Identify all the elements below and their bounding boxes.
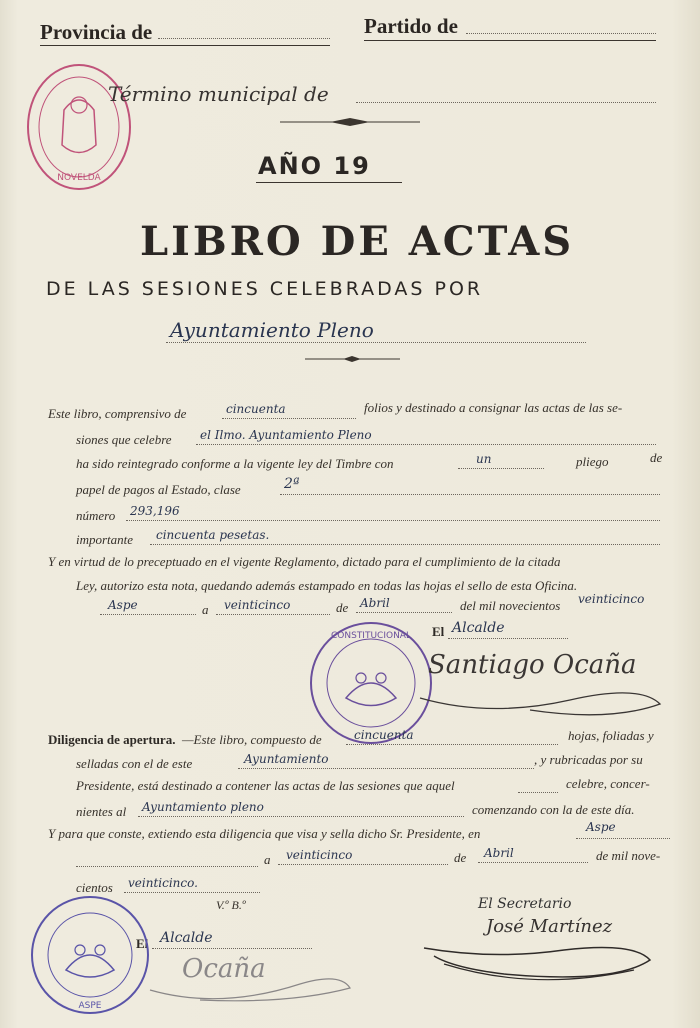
dil-alcalde-flourish bbox=[140, 960, 360, 1010]
provincia-field-line bbox=[158, 38, 330, 39]
dil-line-3b: celebre, concer- bbox=[566, 776, 650, 791]
dil-blank-line bbox=[76, 866, 258, 867]
cert-line-4a: papel de pagos al Estado, clase bbox=[76, 482, 241, 497]
visto-bueno-label: V.º B.º bbox=[216, 898, 246, 912]
main-title: LIBRO DE ACTAS bbox=[140, 218, 575, 265]
cert-line-9a: a bbox=[202, 602, 209, 617]
cert-numero-hand: 293,196 bbox=[130, 504, 180, 518]
dil-sello-hand: Ayuntamiento bbox=[244, 752, 329, 766]
provincia-label: Provincia de bbox=[40, 20, 153, 44]
dil-place-hand: Aspe bbox=[586, 820, 616, 834]
cert-line-5a: número bbox=[76, 508, 116, 523]
cert-importe-hand: cincuenta pesetas. bbox=[156, 528, 270, 542]
year-underline bbox=[256, 182, 402, 183]
cert-place-line bbox=[100, 614, 196, 615]
dil-month-line bbox=[478, 862, 588, 863]
termino-municipal-label: Término municipal de bbox=[108, 82, 329, 106]
partido-field-line bbox=[466, 33, 656, 34]
secretario-signature: José Martínez bbox=[486, 916, 613, 937]
alcalde-signature-flourish bbox=[410, 648, 670, 718]
cert-line-7: Y en virtud de lo preceptuado en el vigente Reglamento, dictado para el cumplimiento de la citada bbox=[48, 554, 561, 569]
dil-month-hand: Abril bbox=[484, 846, 514, 860]
cert-numero-line bbox=[126, 520, 660, 521]
cert-pliego-line bbox=[458, 468, 544, 469]
dil-place-line bbox=[576, 838, 670, 839]
termino-field-line bbox=[356, 102, 656, 103]
subtitle: DE LAS SESIONES CELEBRADAS POR bbox=[46, 278, 484, 300]
cert-clase-line bbox=[280, 494, 660, 495]
dil-alcalde-line bbox=[152, 948, 312, 949]
cert-folios-hand: cincuenta bbox=[226, 402, 286, 416]
svg-text:NOVELDA: NOVELDA bbox=[57, 173, 101, 183]
dil-concern-line bbox=[138, 816, 464, 817]
cert-line-6a: importante bbox=[76, 532, 134, 547]
dil-line-2a: selladas con el de este bbox=[76, 756, 193, 771]
dil-line-7a: cientos bbox=[76, 880, 113, 895]
dil-line-1b: hojas, foliadas y bbox=[568, 728, 654, 743]
cert-day-line bbox=[216, 614, 330, 615]
cert-line-8: Ley, autorizo esta nota, quedando además estampado en todas las hojas el sello de esta Oficina. bbox=[76, 578, 578, 593]
cert-entity-hand: el Ilmo. Ayuntamiento Pleno bbox=[200, 428, 372, 442]
cert-line-3a: ha sido reintegrado conforme a la vigente ley del Timbre con bbox=[76, 456, 394, 471]
dil-hojas-line bbox=[346, 744, 558, 745]
dil-line-4b: comenzando con la de este día. bbox=[472, 802, 635, 817]
dil-line-5a: Y para que conste, extiendo esta diligencia que visa y sella dicho Sr. Presidente, en bbox=[48, 826, 481, 841]
dil-sello-line bbox=[238, 768, 534, 769]
cert-line-9b: de bbox=[336, 600, 349, 615]
cert-alcalde-hand: Alcalde bbox=[452, 620, 505, 636]
dil-line-2b: , y rubricadas por su bbox=[534, 752, 643, 767]
dil-day-line bbox=[278, 864, 448, 865]
entity-handwritten: Ayuntamiento Pleno bbox=[170, 318, 374, 342]
alcalde-signature-text: Santiago Ocaña bbox=[428, 650, 637, 680]
dil-line-6a: a bbox=[264, 852, 271, 867]
year-title: AÑO 19 bbox=[258, 152, 371, 180]
diligencia-label: Diligencia de apertura. bbox=[48, 732, 176, 747]
oficina-liquidadora-stamp bbox=[24, 60, 134, 195]
dil-line-6b: de bbox=[454, 850, 467, 865]
cert-month-hand: Abril bbox=[360, 596, 390, 610]
entity-field-line bbox=[166, 342, 586, 343]
dil-year-hand: veinticinco. bbox=[128, 876, 198, 890]
header-rule-right bbox=[364, 40, 656, 41]
ornament-small bbox=[305, 354, 400, 364]
cert-line-2a: siones que celebre bbox=[76, 432, 172, 447]
cert-line-3b: pliego bbox=[576, 454, 609, 469]
cert-place-hand: Aspe bbox=[108, 598, 138, 612]
cert-folios-line bbox=[222, 418, 356, 419]
dil-alcalde-hand: Alcalde bbox=[160, 930, 213, 946]
cert-day-hand: veinticinco bbox=[224, 598, 291, 612]
cert-month-line bbox=[356, 612, 452, 613]
cert-line-9c: del mil novecientos bbox=[460, 598, 561, 613]
cert-line-3c: de bbox=[650, 450, 663, 465]
cert-pliego-hand: un bbox=[476, 452, 492, 466]
svg-text:CONSTITUCIONAL: CONSTITUCIONAL bbox=[331, 631, 411, 641]
dil-line-4a: nientes al bbox=[76, 804, 127, 819]
cert-el-label: El bbox=[432, 624, 445, 639]
dil-el-label: El bbox=[136, 936, 149, 951]
dil-line-1a: —Este libro, compuesto de bbox=[182, 732, 322, 747]
dil-line-3: Presidente, está destinado a contener las actas de las sesiones que aquel bbox=[76, 778, 455, 793]
partido-label: Partido de bbox=[364, 14, 458, 38]
dil-line-6c: de mil nove- bbox=[596, 848, 661, 863]
dil-concern-hand: Ayuntamiento pleno bbox=[142, 800, 264, 814]
dil-hojas-hand: cincuenta bbox=[354, 728, 414, 742]
svg-text:ASPE: ASPE bbox=[78, 1001, 102, 1011]
secretario-flourish bbox=[414, 920, 664, 990]
dil-day-hand: veinticinco bbox=[286, 848, 353, 862]
cert-entity-line bbox=[196, 444, 656, 445]
header-rule-left bbox=[40, 45, 330, 46]
cert-year-hand: veinticinco bbox=[578, 592, 645, 606]
cert-importe-line bbox=[150, 544, 660, 545]
alcaldia-stamp-aspe bbox=[26, 892, 154, 1018]
cert-line-1b: folios y destinado a consignar las actas de las se- bbox=[364, 400, 623, 415]
dil-alcalde-signature: Ocaña bbox=[182, 954, 266, 984]
cert-clase-hand: 2ª bbox=[284, 476, 300, 492]
ornament-divider bbox=[280, 116, 420, 128]
cert-line-1a: Este libro, comprensivo de bbox=[48, 406, 187, 421]
cert-alcalde-line bbox=[448, 638, 568, 639]
dil-aquel-line bbox=[518, 792, 558, 793]
secretario-hand: El Secretario bbox=[478, 896, 572, 912]
